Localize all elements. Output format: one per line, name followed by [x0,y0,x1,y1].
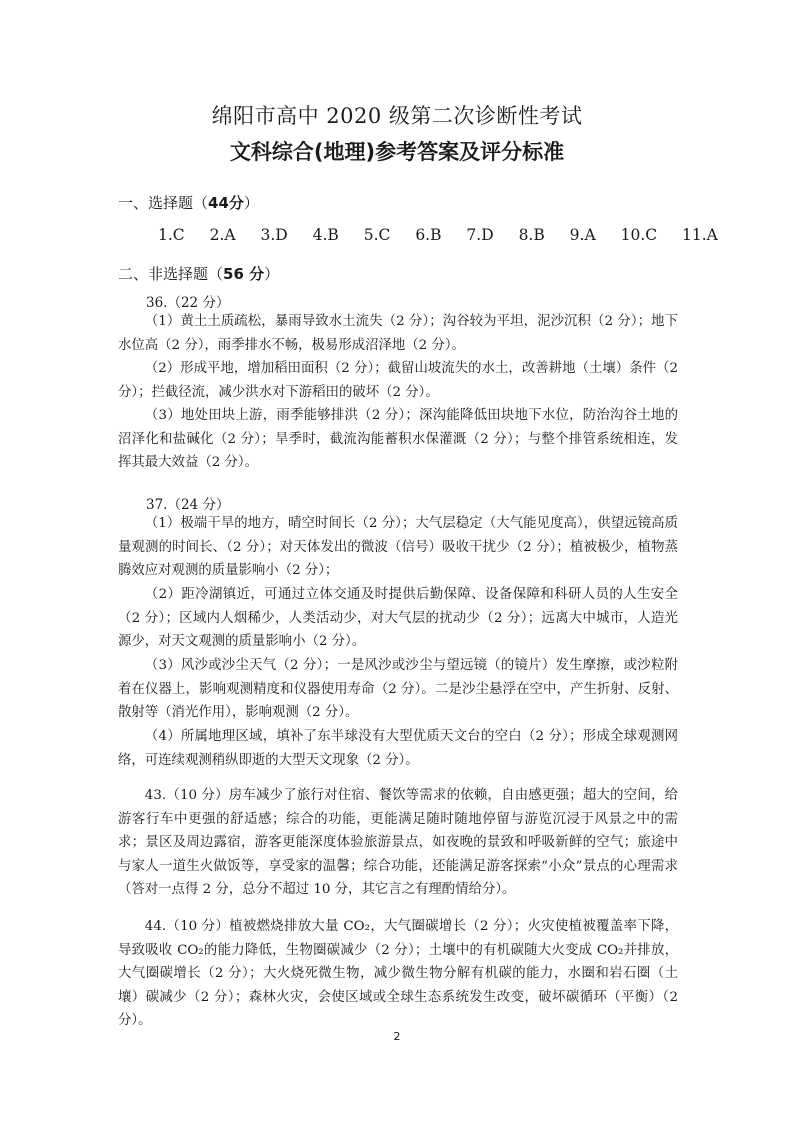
section-heading-choice [118,192,259,213]
answer-item: 6.B [415,226,442,244]
question-36-answer-3: （3）地处田块上游，雨季能够排洪（2 分）；深沟能降低田块地下水位，防治沟谷土地的沼泽化和盐碱化（2 分）；旱季时，截流沟能蓄积水保灌溉（2 分）；与整个排管系统相连，发挥其最大效益（2 分）。 [118,408,678,471]
answer-item: 9.A [569,226,596,244]
question-37-answer-1: （1）极端干旱的地方，晴空时间长（2 分）；大气层稳定（大气能见度高），供望远镜高质量观测的时间长、（2 分）；对天体发出的微波（信号）吸收干扰少（2 分）；植被极少，植物蒸腾效应对观测的质量影响小（2 分）； [118,516,678,579]
question-37-answer-4: （4）所属地理区域，填补了东半球没有大型优质天文台的空白（2 分）；形成全球观测网络，可连续观测稍纵即逝的大型天文现象（2 分）。 [118,729,678,768]
answer-item: 7.D [466,226,494,244]
question-37-number: 37.（24 分） [146,497,230,513]
question-37-answer-2: （2）距冷湖镇近，可通过立体交通及时提供后勤保障、设备保障和科研人员的人生安全（2 分）；区域内人烟稀少，人类活动少，对大气层的扰动少（2 分）；远离大中城市，人造光源少，对天文观测的质量影响小（2 分）。 [118,587,678,650]
answer-item: 5.C [363,226,391,244]
answer-item: 1.C [158,226,185,244]
question-37-answer-3: （3）风沙或沙尘天气（2 分）；一是风沙或沙尘与望远镜（的镜片）发生摩擦，或沙粒附着在仪器上，影响观测精度和仪器使用寿命（2 分）。二是沙尘悬浮在空中，产生折射、反射、散射等（消光作用），影响观测（2 分）。 [118,658,678,721]
answer-item: 8.B [518,226,545,244]
section-points: 56 分 [223,265,265,283]
page-title: 绵阳市高中 2020 级第二次诊断性考试 [211,104,583,128]
question-43-answer: 43.（10 分）房车减少了旅行对住宿、餐饮等需求的依赖，自由感更强；超大的空间，给游客行车中更强的舒适感；综合的功能，更能满足随时随地停留与游览沉浸于风景之中的需求；景区及周边露宿，游客更能深度体验旅游景点，如夜晚的景致和呼吸新鲜的空气；旅途中与家人一道生火做饭等，享受家的温馨；综合功能，还能满足游客探索“小众”景点的心理需求（答对一点得 2 分，总分不超过 10 分，其它言之有理酌情给分）。 [118,788,678,898]
question-36-answer-2: （2）形成平地，增加稻田面积（2 分）；截留山坡流失的水土，改善耕地（土壤）条件（2 分）；拦截径流，减少洪水对下游稻田的破坏（2 分）。 [118,361,678,400]
answer-item: 4.B [312,226,339,244]
question-36-answer-1: （1）黄土土质疏松，暴雨导致水土流失（2 分）；沟谷较为平坦，泥沙沉积（2 分）；地下水位高（2 分），雨季排水不畅，极易形成沼泽地（2 分）。 [118,314,678,353]
page-number: 2 [393,1030,401,1043]
answer-item: 3.D [260,226,288,244]
answer-item: 11.A [682,226,718,244]
answer-item: 2.A [209,226,236,244]
section-points: 44分 [208,194,244,212]
question-44-answer: 44.（10 分）植被燃烧排放大量 CO₂，大气圈碳增长（2 分）；火灾使植被覆盖率下降，导致吸收 CO₂的能力降低，生物圈碳减少（2 分）；土壤中的有机碳随大火变成 CO₂并排放，大气圈碳增长（2 分）；大火烧死微生物，减少微生物分解有机碳的能力，水圈和岩石圈（土壤）碳减少（2 分）；森林火灾，会使区域或全球生态系统发生改变，破坏碳循环（平衡）（2 分）。 [118,919,678,1029]
section-heading-nonchoice [118,263,279,284]
question-36-number: 36.（22 分） [146,295,230,311]
section-label: 二、非选择题（ [118,265,224,283]
section-close: ） [264,265,280,283]
page-subtitle: 文科综合(地理)参考答案及评分标准 [229,140,565,164]
section-label: 一、选择题（ [118,194,209,212]
section-close: ） [243,194,259,212]
answer-item: 10.C [620,226,658,244]
choice-answers [158,226,718,244]
